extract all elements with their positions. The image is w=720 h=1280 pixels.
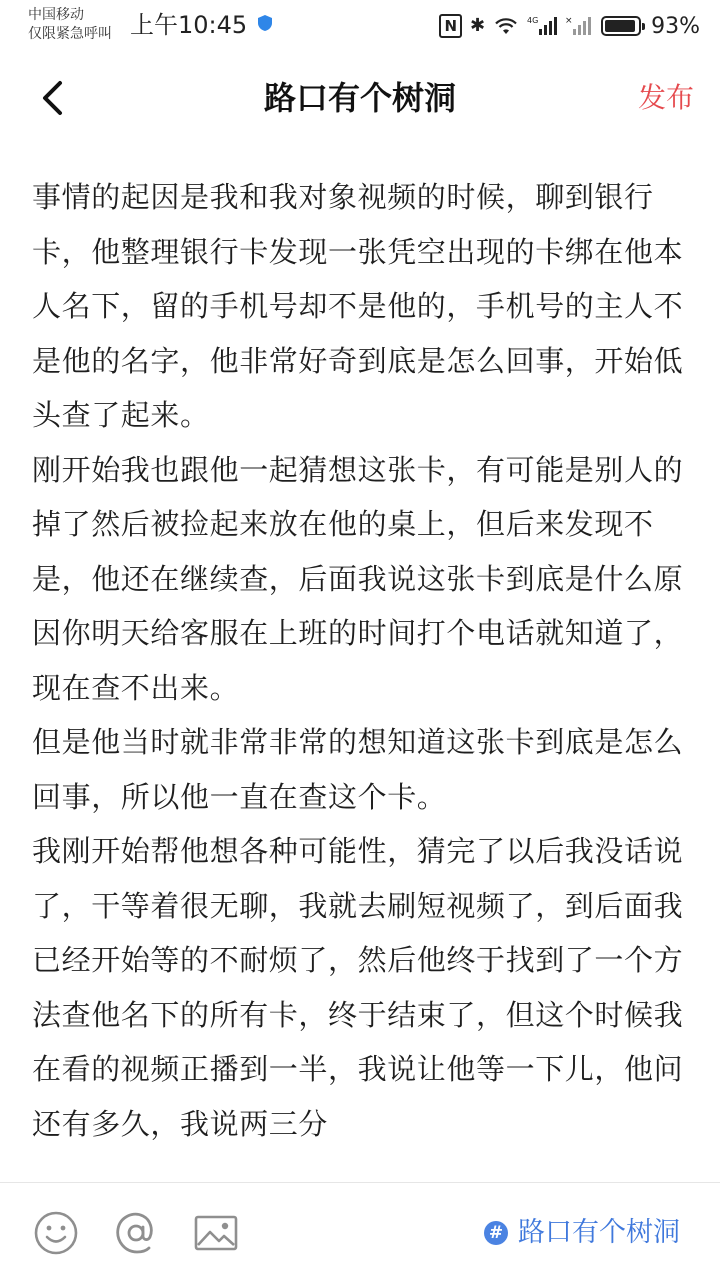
image-icon xyxy=(193,1212,239,1254)
paragraph: 事情的起因是我和我对象视频的时候，聊到银行卡，他整理银行卡发现一张凭空出现的卡绑在他本人名下，留的手机号却不是他的，手机号的主人不是他的名字，他非常好奇到底是怎么回事，开始低头查了起来。 xyxy=(32,180,684,432)
wifi-icon xyxy=(493,16,519,36)
svg-text:4G: 4G xyxy=(527,16,539,25)
bottom-toolbar xyxy=(0,1182,720,1280)
publish-button[interactable]: 发布 xyxy=(637,81,694,114)
paragraph: 但是他当时就非常非常的想知道这张卡到底是怎么回事，所以他一直在查这个卡。 xyxy=(32,725,684,814)
status-icons xyxy=(439,10,700,42)
topic-label: 路口有个树洞 xyxy=(518,1217,680,1248)
hashtag-icon: # xyxy=(484,1221,508,1245)
carrier-name: 中国移动 xyxy=(28,7,84,23)
shield-icon xyxy=(256,14,274,32)
battery-fill xyxy=(605,20,635,32)
status-time: 上午10:45 xyxy=(130,11,248,39)
carrier-info xyxy=(28,6,112,44)
battery-percent: 93% xyxy=(651,13,700,39)
nfc-icon: N xyxy=(439,14,462,38)
signal-no-sim-icon xyxy=(565,15,593,37)
topic-tag-button[interactable] xyxy=(484,1213,680,1253)
mention-button[interactable] xyxy=(112,1209,160,1257)
bluetooth-icon: ✱ xyxy=(470,15,486,36)
svg-text:×: × xyxy=(565,16,573,26)
header xyxy=(0,60,720,136)
chevron-left-icon xyxy=(38,80,66,116)
battery-icon xyxy=(601,16,641,36)
emoji-button[interactable] xyxy=(32,1209,80,1257)
image-button[interactable] xyxy=(192,1209,240,1257)
back-button[interactable] xyxy=(28,74,76,122)
carrier-status: 仅限紧急呼叫 xyxy=(28,26,112,42)
at-sign-icon xyxy=(113,1210,159,1256)
status-bar xyxy=(0,0,720,52)
paragraph: 我刚开始帮他想各种可能性，猜完了以后我没话说了，干等着很无聊，我就去刷短视频了，到后面我已经开始等的不耐烦了，然后他终于找到了一个方法查他名下的所有卡，终于结束了，但这个时候我在看的视频正播到一半，我说让他等一下儿，他问还有多久，我说两三分 xyxy=(32,834,684,1141)
paragraph: 刚开始我也跟他一起猜想这张卡，有可能是别人的掉了然后被捡起来放在他的桌上，但后来发现不是，他还在继续查，后面我说这张卡到底是什么原因你明天给客服在上班的时间打个电话就知道了，现在查不出来。 xyxy=(32,452,684,705)
page-title: 路口有个树洞 xyxy=(263,79,456,117)
signal-icon xyxy=(527,15,557,37)
post-editor[interactable] xyxy=(32,170,692,1182)
emoji-icon xyxy=(33,1210,79,1256)
